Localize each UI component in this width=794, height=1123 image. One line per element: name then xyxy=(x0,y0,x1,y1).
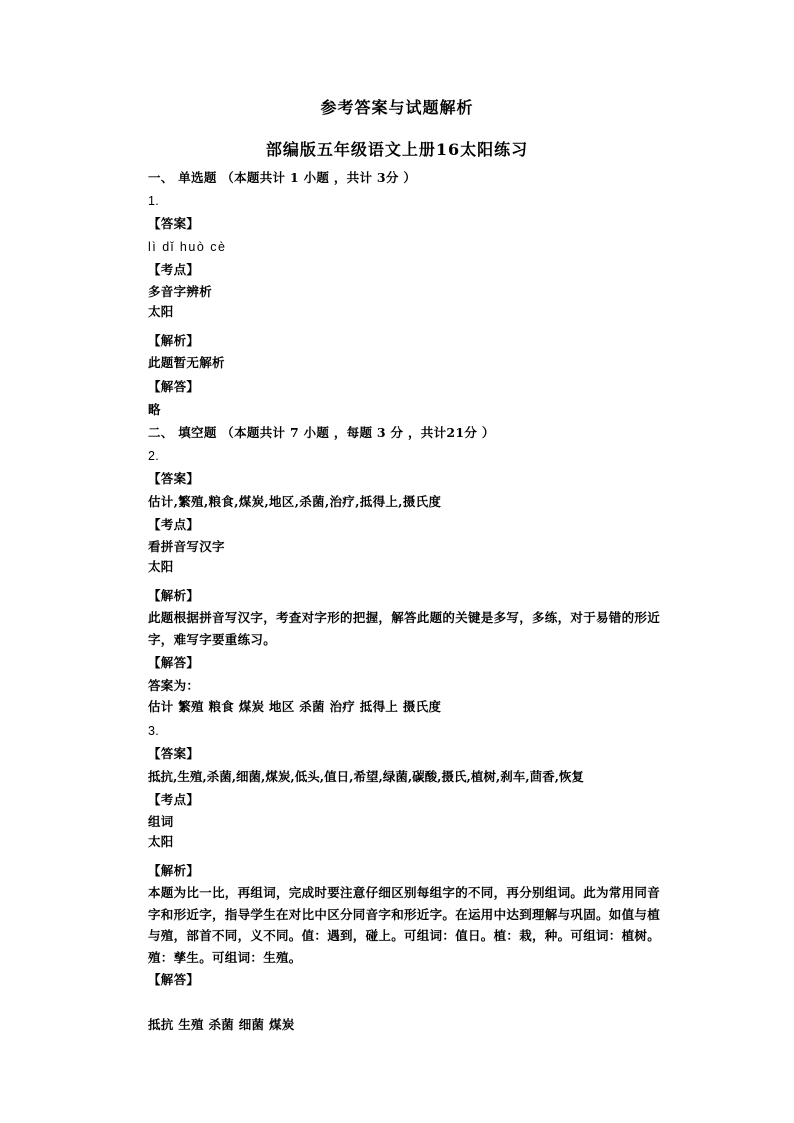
point-label: 【考点】 xyxy=(148,262,200,277)
q3-answer: 抵抗,生殖,杀菌,细菌,煤炭,低头,值日,希望,绿菌,碳酸,摄氏,植树,刹车,茴香,恢复 xyxy=(148,769,584,784)
q3-analysis: 本题为比一比，再组词，完成时要注意仔细区别每组字的不同，再分别组词。此为常用同音字和形近字，指导学生在对比中区分同音字和形近字。在运用中达到理解与巩固。如值与植与殖，部首不同，义不同。值：遇到，碰上。可组词：值日。植：栽，种。可组词：植树。殖：孳生。可组词：生殖。 xyxy=(148,885,661,965)
analysis-label: 【解析】 xyxy=(148,333,200,348)
analysis-label: 【解析】 xyxy=(148,863,200,878)
answer-label: 【答案】 xyxy=(148,216,200,231)
solution-label: 【解答】 xyxy=(148,655,200,670)
q2-point-1: 看拼音写汉字 xyxy=(148,539,225,554)
q1-solution: 略 xyxy=(148,402,161,417)
q3-point-2: 太阳 xyxy=(148,834,174,849)
solution-label: 【解答】 xyxy=(148,379,200,394)
q1-answer: lì dǐ huò cè xyxy=(148,240,227,254)
q2-point-2: 太阳 xyxy=(148,559,174,574)
q3-solution: 抵抗 生殖 杀菌 细菌 煤炭 xyxy=(148,1017,295,1032)
q1-point-1: 多音字辨析 xyxy=(148,284,213,299)
point-label: 【考点】 xyxy=(148,517,200,532)
point-label: 【考点】 xyxy=(148,792,200,807)
page-subtitle: 部编版五年级语文上册16太阳练习 xyxy=(265,140,529,159)
question-number-1: 1. xyxy=(148,194,160,208)
q2-solution: 估计 繁殖 粮食 煤炭 地区 杀菌 治疗 抵得上 摄氏度 xyxy=(148,699,442,714)
question-number-2: 2. xyxy=(148,449,160,463)
q2-analysis: 此题根据拼音写汉字，考查对字形的把握，解答此题的关键是多写，多练，对于易错的形近字，难写字要重练习。 xyxy=(148,610,661,647)
page-title: 参考答案与试题解析 xyxy=(320,98,474,117)
q1-point-2: 太阳 xyxy=(148,304,174,319)
q2-solution-intro: 答案为： xyxy=(148,678,200,693)
section-heading-1: 一、 单选题 （本题共计 1 小题 ，共计 3分 ） xyxy=(148,170,417,185)
q2-answer: 估计,繁殖,粮食,煤炭,地区,杀菌,治疗,抵得上,摄氏度 xyxy=(148,494,442,509)
solution-label: 【解答】 xyxy=(148,972,200,987)
answer-label: 【答案】 xyxy=(148,746,200,761)
q3-point-1: 组词 xyxy=(148,814,174,829)
question-number-3: 3. xyxy=(148,724,160,738)
section-heading-2: 二、 填空题 （本题共计 7 小题 ，每题 3 分 ，共计21分 ） xyxy=(148,425,495,440)
analysis-label: 【解析】 xyxy=(148,588,200,603)
answer-label: 【答案】 xyxy=(148,471,200,486)
q1-analysis: 此题暂无解析 xyxy=(148,355,225,370)
